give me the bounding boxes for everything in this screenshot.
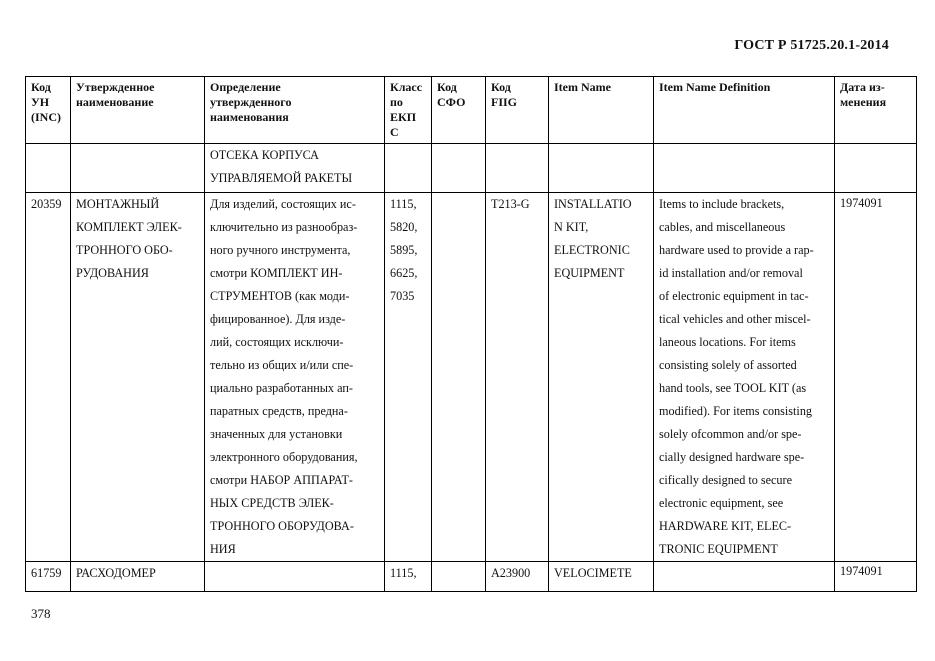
header-ekps-class-text: Класс	[390, 80, 423, 94]
cell-ekps-class-text: 6625,	[390, 266, 418, 280]
cell-ekps-class-text: 5820,	[390, 220, 418, 234]
cell-name-definition-text: тельно из общих и/или спе-	[210, 358, 354, 372]
cell-item-name-definition-text: hand tools, see TOOL KIT (as	[659, 381, 807, 395]
header-approved-name-text: Утвержденное	[76, 80, 155, 94]
cell-name-definition-text: СТРУМЕНТОВ (как моди-	[210, 289, 350, 303]
header-item-name-definition	[654, 77, 835, 144]
cell-name-definition-text: смотри НАБОР АППАРАТ-	[210, 473, 353, 487]
cell-item-name-definition-text: cially designed hardware spe-	[659, 450, 805, 464]
header-name-definition-text: наименования	[210, 110, 289, 124]
cell-item-name-definition-text: consisting solely of assorted	[659, 358, 797, 372]
cell-name-definition-text: циально разработанных ап-	[210, 381, 353, 395]
cell-sfo-code	[432, 144, 486, 193]
cell-item-name-definition-text: modified). For items consisting	[659, 404, 813, 418]
cell-item-name-text: ELECTRONIC	[554, 243, 630, 257]
cell-name-definition-text: электронного оборудования,	[210, 450, 358, 464]
page-number: 378	[31, 606, 51, 621]
cell-fiig-code-text: T213-G	[491, 197, 530, 211]
cell-item-name-definition-text: electronic equipment, see	[659, 496, 784, 510]
header-name-definition-text: Определение	[210, 80, 281, 94]
cell-name-definition-text: паратных средств, предна-	[210, 404, 348, 418]
header-sfo-code-text: Код	[437, 80, 457, 94]
document-standard-code: ГОСТ Р 51725.20.1-2014	[734, 38, 889, 53]
header-ekps-class	[385, 77, 432, 144]
header-sfo-code-text: СФО	[437, 95, 466, 109]
header-fiig-code-text: Код	[491, 80, 511, 94]
cell-item-name-definition-text: laneous locations. For items	[659, 335, 796, 349]
cell-ekps-class-text: 7035	[390, 289, 415, 303]
cell-name-definition-text: Для изделий, состоящих ис-	[210, 197, 356, 211]
cell-item-name	[549, 144, 654, 193]
header-item-name-text: Item Name	[554, 80, 611, 94]
cell-change-date	[835, 193, 917, 562]
cell-item-name-definition-text: id installation and/or removal	[659, 266, 803, 280]
cell-ekps-class-text: 5895,	[390, 243, 418, 257]
cell-name-definition-text: смотри КОМПЛЕКТ ИН-	[210, 266, 343, 280]
cell-inc-code	[26, 144, 71, 193]
header-ekps-class-text: по	[390, 95, 403, 109]
header-inc-code-text: (INC)	[31, 110, 61, 124]
header-inc-code-text: Код	[31, 80, 51, 94]
header-sfo-code	[432, 77, 486, 144]
cell-change-date	[835, 562, 917, 592]
cell-fiig-code	[486, 562, 549, 592]
cell-item-name-definition	[654, 144, 835, 193]
cell-approved-name	[71, 562, 205, 592]
cell-approved-name	[71, 193, 205, 562]
header-approved-name-text: наименование	[76, 95, 154, 109]
classification-table	[25, 76, 917, 592]
cell-name-definition-text: фицированное). Для изде-	[210, 312, 346, 326]
cell-item-name-text: VELOCIMETE	[554, 566, 632, 580]
cell-item-name-text: EQUIPMENT	[554, 266, 625, 280]
cell-fiig-code-text: A23900	[491, 566, 531, 580]
cell-item-name-definition	[654, 562, 835, 592]
cell-name-definition-text: НИЯ	[210, 542, 236, 556]
cell-name-definition	[205, 562, 385, 592]
cell-name-definition-text: НЫХ СРЕДСТВ ЭЛЕК-	[210, 496, 334, 510]
cell-name-definition-text: ОТСЕКА КОРПУСА	[210, 148, 319, 162]
header-name-definition-text: утвержденного	[210, 95, 292, 109]
cell-name-definition	[205, 193, 385, 562]
cell-item-name-definition-text: cables, and miscellaneous	[659, 220, 786, 234]
cell-inc-code	[26, 562, 71, 592]
cell-change-date-text: 1974091	[840, 196, 883, 210]
cell-item-name-text: N KIT,	[554, 220, 589, 234]
cell-name-definition	[205, 144, 385, 193]
cell-item-name-definition-text: cifically designed to secure	[659, 473, 792, 487]
table-row-20359	[26, 193, 917, 562]
cell-item-name-definition-text: Items to include brackets,	[659, 197, 785, 211]
header-ekps-class-text: ЕКП	[390, 110, 417, 124]
cell-name-definition-text: ного ручного инструмента,	[210, 243, 351, 257]
cell-item-name	[549, 193, 654, 562]
cell-approved-name	[71, 144, 205, 193]
header-ekps-class-text: С	[390, 125, 399, 139]
header-inc-code-text: УН	[31, 95, 50, 109]
cell-ekps-class	[385, 562, 432, 592]
cell-ekps-class-text: 1115,	[390, 197, 417, 211]
cell-sfo-code	[432, 562, 486, 592]
cell-name-definition-text: значенных для установки	[210, 427, 343, 441]
cell-fiig-code	[486, 144, 549, 193]
cell-item-name-definition-text: of electronic equipment in tac-	[659, 289, 809, 303]
header-inc-code	[26, 77, 71, 144]
cell-inc-code-text: 20359	[31, 197, 62, 211]
cell-item-name-definition-text: TRONIC EQUIPMENT	[659, 542, 778, 556]
cell-ekps-class	[385, 144, 432, 193]
header-change-date-text: Дата из-	[840, 80, 885, 94]
cell-sfo-code	[432, 193, 486, 562]
cell-inc-code-text: 61759	[31, 566, 62, 580]
table-row-61759	[26, 562, 917, 592]
cell-name-definition-text: ТРОННОГО ОБОРУДОВА-	[210, 519, 354, 533]
cell-item-name-definition-text: hardware used to provide a rap-	[659, 243, 814, 257]
cell-ekps-class	[385, 193, 432, 562]
table-header-row	[26, 77, 917, 144]
header-change-date	[835, 77, 917, 144]
header-item-name-definition-text: Item Name Definition	[659, 80, 771, 94]
cell-approved-name-text: ТРОННОГО ОБО-	[76, 243, 173, 257]
cell-ekps-class-text: 1115,	[390, 566, 417, 580]
cell-name-definition-text: лий, состоящих исключи-	[210, 335, 344, 349]
cell-name-definition-text: УПРАВЛЯЕМОЙ РАКЕТЫ	[210, 171, 353, 185]
cell-approved-name-text: МОНТАЖНЫЙ	[76, 197, 160, 211]
cell-approved-name-text: КОМПЛЕКТ ЭЛЕК-	[76, 220, 182, 234]
cell-change-date-text: 1974091	[840, 564, 883, 578]
cell-item-name-text: INSTALLATIO	[554, 197, 632, 211]
cell-fiig-code	[486, 193, 549, 562]
cell-item-name-definition-text: HARDWARE KIT, ELEC-	[659, 519, 792, 533]
header-item-name	[549, 77, 654, 144]
header-name-definition	[205, 77, 385, 144]
header-approved-name	[71, 77, 205, 144]
cell-name-definition-text: ключительно из разнообраз-	[210, 220, 358, 234]
header-change-date-text: менения	[840, 95, 887, 109]
header-fiig-code	[486, 77, 549, 144]
cell-inc-code	[26, 193, 71, 562]
cell-item-name-definition	[654, 193, 835, 562]
cell-item-name-definition-text: solely ofcommon and/or spe-	[659, 427, 802, 441]
table-row-continuation	[26, 144, 917, 193]
cell-item-name	[549, 562, 654, 592]
cell-approved-name-text: РУДОВАНИЯ	[76, 266, 149, 280]
header-fiig-code-text: FIIG	[491, 95, 518, 109]
cell-change-date	[835, 144, 917, 193]
cell-approved-name-text: РАСХОДОМЕР	[76, 566, 156, 580]
cell-item-name-definition-text: tical vehicles and other miscel-	[659, 312, 811, 326]
